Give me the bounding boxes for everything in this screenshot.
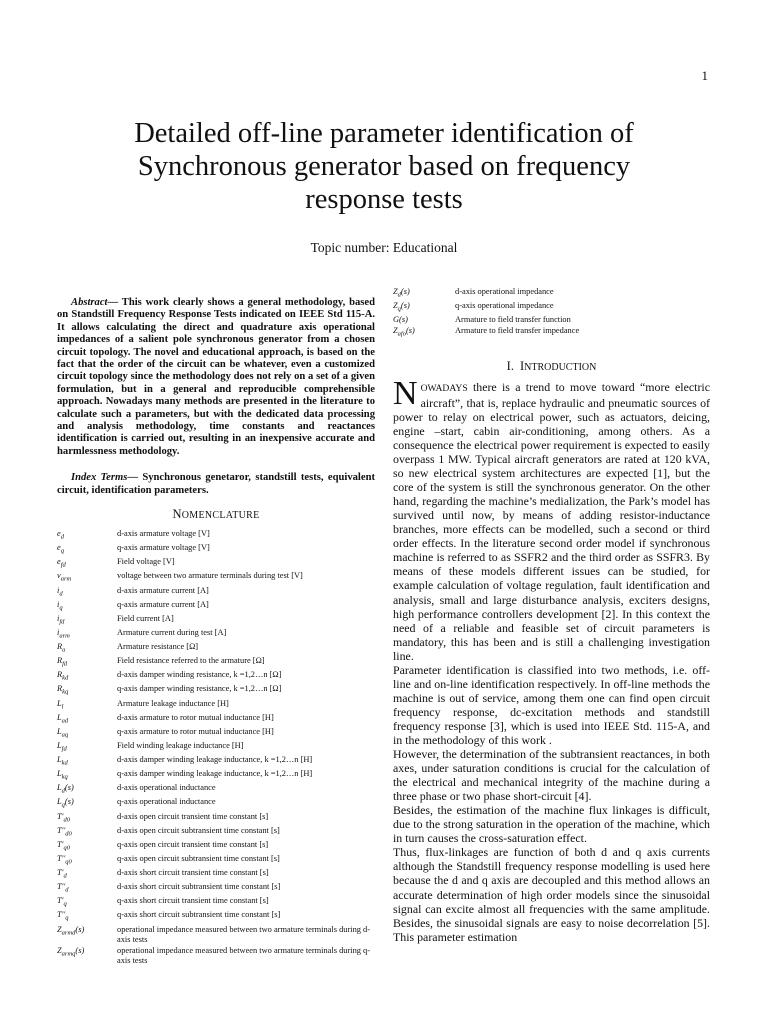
nomenclature-description: Armature to field transfer impedance [455,325,580,335]
nomenclature-description: Field resistance referred to the armature [Ω] [117,656,265,666]
nomenclature-symbol: $Z_d(s)$ [393,287,410,299]
abstract [57,297,375,458]
index-terms [57,472,375,497]
introduction-heading: I. INTRODUCTION [506,358,597,373]
nomenclature-symbol: $T'_{q0}$ [57,839,70,852]
nomenclature-symbol: $Z_q(s)$ [393,301,410,313]
nomenclature-description: q-axis damper winding resistance, k =1,2…n [Ω] [117,684,282,694]
nomenclature-heading: NOMENCLATURE [172,507,260,522]
nomenclature-row [57,812,375,826]
nomenclature-row [57,600,375,614]
paragraph: Parameter identification is classified into two methods, i.e. off-line and on-line identification respectively. In off-line methods the machine is out of service, among them one can find open circuit frequency response, dc-excitation methods and standstill frequency response [3], which is used into IEEE Std. 115-A, and in the methodology of this work . [393,662,710,747]
nomenclature-symbol: G(s) [393,315,408,325]
nomenclature-description: q-axis damper winding leakage inductance, k =1,2…n [H] [117,769,313,779]
nomenclature-row [57,614,375,628]
nomenclature-row [57,868,375,882]
nomenclature-description: q-axis open circuit subtransient time constant [s] [117,853,280,863]
nomenclature-symbol: $T''_d$ [57,882,69,894]
nomenclature-row [57,755,375,769]
nomenclature-row [57,896,375,910]
nomenclature-row [57,769,375,783]
nomenclature-row [57,882,375,896]
nomenclature-symbol: $i_q$ [57,599,63,612]
nomenclature-symbol: $T''_{d0}$ [57,825,72,838]
nomenclature-symbol: $L_{aq}$ [57,726,69,739]
title-line: response tests [305,184,463,215]
nomenclature-row [57,727,375,741]
paragraph: Thus, flux-linkages are function of both d and q axis currents although the Standstill frequency response modelling is used here because the d and q axis are decoupled and this method allows an accurate determination of high order models since the sinusoidal signal can excite almost all frequencies with the same amplitude. Besides, the sinusoidal signals are easy to noise decorrelation [5]. This parameter estimation [393,845,710,944]
nomenclature-row [57,557,375,571]
nomenclature-symbol: $i_{arm}$ [57,627,70,640]
nomenclature-symbol: $T''_q$ [57,910,69,923]
nomenclature-description: d-axis short circuit subtransient time constant [s] [117,882,281,892]
nomenclature-symbol: $T'_q$ [57,896,67,909]
nomenclature-symbol: $R_{kd}$ [57,670,69,683]
nomenclature-description: q-axis armature to rotor mutual inductance [H] [117,726,274,736]
drop-cap: N [393,374,418,412]
nomenclature-row [393,326,710,340]
nomenclature-symbol: $L_d(s)$ [57,783,74,796]
first-word: OWADAYS [420,382,468,394]
nomenclature-description: d-axis damper winding leakage inductance, k =1,2…n [H] [117,755,313,765]
nomenclature-symbol: $L_{ad}$ [57,712,69,725]
nomenclature-row [57,713,375,727]
nomenclature-description: d-axis damper winding resistance, k =1,2…n [Ω] [117,670,282,680]
nomenclature-symbol: $e_q$ [57,543,64,555]
nomenclature-row [57,571,375,585]
nomenclature-description: d-axis armature voltage [V] [117,529,210,539]
nomenclature-symbol: $e_d$ [57,529,64,541]
nomenclature-description: voltage between two armature terminals during test [V] [117,571,303,581]
nomenclature-symbol: $L_l$ [57,698,64,711]
nomenclature-row [57,741,375,755]
nomenclature-description: Field current [A] [117,613,174,623]
title-line: Detailed off-line parameter identification of [134,118,634,149]
nomenclature-description: operational impedance measured between two armature terminals during d-axis tests [117,924,371,945]
nomenclature-row [393,301,710,315]
nomenclature-symbol: $L_{kd}$ [57,755,68,767]
nomenclature-row [57,670,375,684]
nomenclature-description: Armature to field transfer function [455,315,571,325]
nomenclature-row [57,854,375,868]
nomenclature-symbol: $L_q(s)$ [57,797,74,810]
nomenclature-description: Field voltage [V] [117,557,175,567]
nomenclature-symbol: $R_{fd}$ [57,656,68,668]
right-column [393,287,710,944]
nomenclature-description: Armature leakage inductance [H] [117,698,229,708]
nomenclature-row [57,684,375,698]
page-number: 1 [701,68,708,83]
nomenclature-description: d-axis open circuit transient time constant [s] [117,811,269,821]
nomenclature-description: q-axis armature voltage [V] [117,543,210,553]
nomenclature-table-continued [393,287,710,340]
nomenclature-description: q-axis operational impedance [455,301,554,311]
nomenclature-description: d-axis armature to rotor mutual inductance [H] [117,712,274,722]
nomenclature-description: q-axis open circuit transient time constant [s] [117,839,269,849]
nomenclature-description: d-axis armature current [A] [117,585,209,595]
nomenclature-symbol: $L_{fd}$ [57,740,67,753]
nomenclature-description: Armature resistance [Ω] [117,642,199,652]
nomenclature-description: Field winding leakage inductance [H] [117,740,244,750]
nomenclature-description: q-axis short circuit subtransient time constant [s] [117,910,281,920]
paper-title [84,117,684,216]
nomenclature-symbol: $Z_{afo}(s)$ [393,325,415,338]
nomenclature-row [57,586,375,600]
nomenclature-symbol: $i_{fd}$ [57,613,65,626]
nomenclature-symbol: $v_{arm}$ [57,571,72,584]
nomenclature-row [57,642,375,656]
left-column [57,297,375,966]
nomenclature-row [57,543,375,557]
abstract-text: — This work clearly shows a general methodology, based on Standstill Frequency Response Tests indicated on IEEE Std 115-A. It allows calculating the direct and quadrature axis operational impedances of a salient pole synchronous generator from a chosen circuit topology. The novel and educational approach, is based on the fact that the order of the circuit can be whatever, even a customized circuit topology since the methodology does not rely on a set of a given formulation, but in a general and reproducible comprehensible approach. Nowadays many methods are presented in the literature to calculate such a parameters, but with the dedicated data processing and analysis methodology, time constants and reactances identification is carried out, resulting in an inexpensive accurate and harmlessness methodology. [57,297,375,457]
nomenclature-row [57,699,375,713]
nomenclature-row [57,783,375,797]
nomenclature-symbol: $e_{fd}$ [57,557,66,570]
nomenclature-row [57,925,375,946]
paragraph: NOWADAYS there is a trend to move toward “more electric aircraft”, that is, replace hydraulic and pneumatic sources of power to relay on electrical power, such as actuators, deicing, engine –start, cabin air-conditioning, among others. As a consequence the electrical power requirement is expected to easily overpass 1 MW. Typical aircraft generators are rated at 120 kVA, so new electrical system architectures are expected [1], but the core of the system is still the synchronous generator. On the other hand, regarding the machine’s medialization, the Park’s model has survived until now, by means of adding resistor-inductance branches, more effects can be modelled, such a second or third order effects. In the literature second order model if synchronous machine is referred to as SSFR2 and the third order as SSFR3. By means of these models different issues can be studied, for example calculation of voltage regulation, fault identification and analysis, small and large disturbance analysis, exciters designs, high performance controllers development [2]. In this context the need of a reliable and feasible set of circuit parameters is mandatory, this has been and is still a challenging investigation line. [393,374,710,663]
nomenclature-row [393,287,710,301]
introduction-body [393,374,710,944]
nomenclature-description: operational impedance measured between two armature terminals during q-axis tests [117,945,371,965]
nomenclature-row [57,656,375,670]
nomenclature-row [57,910,375,924]
index-terms-label: Index Terms [71,472,128,484]
nomenclature-symbol: $R_{kq}$ [57,684,69,697]
nomenclature-description: d-axis operational impedance [455,287,554,296]
abstract-label: Abstract [71,297,108,308]
nomenclature-row [57,840,375,854]
nomenclature-symbol: $i_d$ [57,585,63,598]
nomenclature-row [57,946,375,967]
nomenclature-row [57,628,375,642]
nomenclature-row [57,826,375,840]
nomenclature-description: Armature current during test [A] [117,627,227,637]
nomenclature-table [57,529,375,966]
nomenclature-row [57,797,375,811]
nomenclature-description: q-axis armature current [A] [117,599,209,609]
nomenclature-symbol: $T'_{d0}$ [57,811,70,824]
nomenclature-symbol: $T'_d$ [57,868,67,880]
nomenclature-symbol: $R_a$ [57,642,66,654]
topic-line: Topic number: Educational [310,240,458,255]
paragraph: Besides, the estimation of the machine flux linkages is difficult, due to the strong saturation in the operation of the machine, which in turn causes the cross-saturation effect. [393,803,710,846]
paragraph: However, the determination of the subtransient reactances, in both axes, under saturation conditions is crucial for the calculation of the electrical and mechanical integrity of the machine during a three phase or two phase short-circuit [4]. [393,747,710,804]
nomenclature-symbol: $Z_{armd}(s)$ [57,924,85,937]
index-terms-text: — Synchronous genetaror, standstill tests, equivalent circuit, identification parameters. [57,472,375,496]
nomenclature-description: d-axis short circuit transient time constant [s] [117,868,269,878]
nomenclature-description: q-axis operational inductance [117,797,216,807]
nomenclature-description: q-axis short circuit transient time constant [s] [117,896,269,906]
nomenclature-symbol: $L_{kq}$ [57,769,68,781]
nomenclature-row [57,529,375,543]
nomenclature-description: d-axis open circuit subtransient time constant [s] [117,825,280,835]
nomenclature-description: d-axis operational inductance [117,783,216,793]
nomenclature-symbol: $T''_{q0}$ [57,853,72,866]
title-line: Synchronous generator based on frequency [137,151,631,182]
nomenclature-symbol: $Z_{armq}(s)$ [57,945,85,958]
nomenclature-row [393,315,710,325]
